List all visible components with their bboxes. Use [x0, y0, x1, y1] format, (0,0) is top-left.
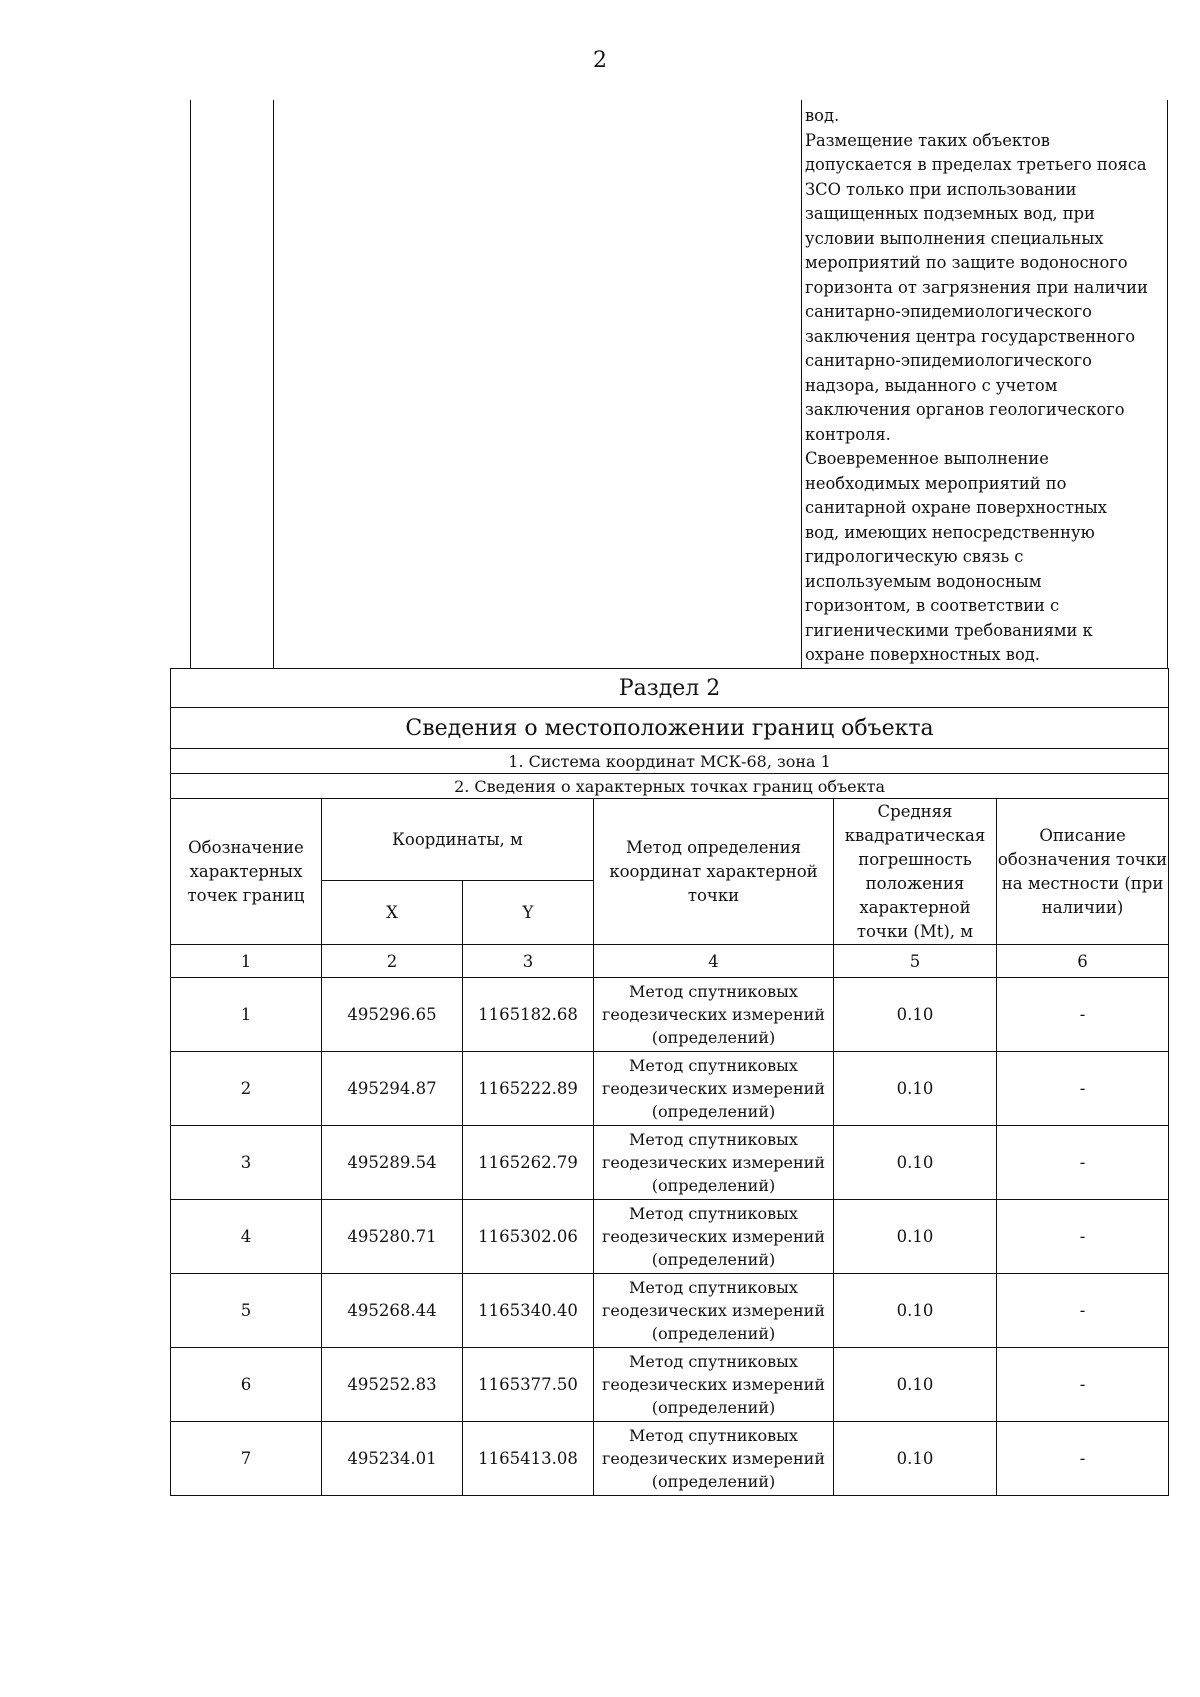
continued-table-fragment — [190, 100, 1168, 668]
description-cell: - — [997, 1126, 1169, 1200]
x-coordinate-cell: 495280.71 — [322, 1200, 463, 1274]
error-cell: 0.10 — [834, 1274, 997, 1348]
description-cell: - — [997, 1200, 1169, 1274]
y-coordinate-cell: 1165222.89 — [463, 1052, 594, 1126]
error-cell: 0.10 — [834, 1126, 997, 1200]
text-line: санитарно-эпидемиологического — [805, 302, 1092, 321]
boundary-points-table — [170, 668, 1169, 1496]
header-method: Метод определения координат характерной точки — [594, 799, 834, 945]
text-line: Своевременное выполнение — [805, 449, 1049, 468]
text-line: необходимых мероприятий по — [805, 473, 1067, 493]
text-line: гигиеническими требованиями к — [805, 620, 1093, 640]
method-cell: Метод спутниковых геодезических измерений (определений) — [594, 1422, 834, 1496]
y-coordinate-cell: 1165340.40 — [463, 1274, 594, 1348]
text-line: Размещение таких объектов — [805, 130, 1050, 150]
description-cell: - — [997, 978, 1169, 1052]
text-line: условии выполнения специальных — [805, 228, 1104, 248]
description-cell: - — [997, 1348, 1169, 1422]
method-cell: Метод спутниковых геодезических измерений (определений) — [594, 1126, 834, 1200]
text-line: вод. — [805, 106, 840, 125]
coordinate-system-line: 1. Система координат МСК-68, зона 1 — [171, 749, 1169, 774]
text-line: охране поверхностных вод. — [805, 645, 1040, 664]
table-row — [171, 978, 1169, 1052]
y-coordinate-cell: 1165262.79 — [463, 1126, 594, 1200]
point-id-cell: 5 — [171, 1274, 322, 1348]
method-cell: Метод спутниковых геодезических измерений (определений) — [594, 978, 834, 1052]
text-line: надзора, выданного с учетом — [805, 375, 1058, 395]
point-id-cell: 1 — [171, 978, 322, 1052]
method-cell: Метод спутниковых геодезических измерений (определений) — [594, 1348, 834, 1422]
error-cell: 0.10 — [834, 1200, 997, 1274]
column-number: 5 — [834, 945, 997, 978]
text-line: защищенных подземных вод, при — [805, 204, 1095, 223]
x-coordinate-cell: 495289.54 — [322, 1126, 463, 1200]
x-coordinate-cell: 495234.01 — [322, 1422, 463, 1496]
table-row — [171, 1274, 1169, 1348]
header-coordinates: Координаты, м — [322, 799, 594, 881]
column-number: 1 — [171, 945, 322, 978]
column-number: 2 — [322, 945, 463, 978]
point-id-cell: 6 — [171, 1348, 322, 1422]
page-number: 2 — [593, 48, 607, 73]
text-line: мероприятий по защите водоносного — [805, 253, 1128, 272]
y-coordinate-cell: 1165182.68 — [463, 978, 594, 1052]
error-cell: 0.10 — [834, 1422, 997, 1496]
text-line: используемым водоносным — [805, 571, 1042, 591]
point-id-cell: 3 — [171, 1126, 322, 1200]
point-id-cell: 2 — [171, 1052, 322, 1126]
text-line: гидрологическую связь с — [805, 547, 1024, 566]
description-cell: - — [997, 1052, 1169, 1126]
header-error: Средняя квадратическая погрешность положения характерной точки (Mt), м — [834, 799, 997, 945]
text-line: санитарно-эпидемиологического — [805, 351, 1092, 370]
table-row — [171, 1052, 1169, 1126]
x-coordinate-cell: 495268.44 — [322, 1274, 463, 1348]
point-id-cell: 7 — [171, 1422, 322, 1496]
section-subtitle: Сведения о местоположении границ объекта — [171, 708, 1169, 749]
method-cell: Метод спутниковых геодезических измерений (определений) — [594, 1274, 834, 1348]
x-coordinate-cell: 495294.87 — [322, 1052, 463, 1126]
text-line: вод, имеющих непосредственную — [805, 522, 1095, 542]
column-number: 4 — [594, 945, 834, 978]
header-x: X — [322, 881, 463, 945]
description-cell: - — [997, 1274, 1169, 1348]
description-cell: - — [997, 1422, 1169, 1496]
table-row — [171, 1422, 1169, 1496]
x-coordinate-cell: 495252.83 — [322, 1348, 463, 1422]
text-line: контроля. — [805, 424, 891, 444]
point-id-cell: 4 — [171, 1200, 322, 1274]
text-line: заключения органов геологического — [805, 400, 1125, 419]
method-cell: Метод спутниковых геодезических измерений (определений) — [594, 1200, 834, 1274]
error-cell: 0.10 — [834, 1348, 997, 1422]
text-line: санитарной охране поверхностных — [805, 498, 1107, 517]
column-number: 3 — [463, 945, 594, 978]
text-line: заключения центра государственного — [805, 326, 1136, 346]
section-title: Раздел 2 — [171, 669, 1169, 708]
column-divider — [801, 100, 802, 668]
text-line: горизонта от загрязнения при наличии — [805, 277, 1148, 297]
header-y: Y — [463, 881, 594, 945]
regulation-text — [805, 104, 1165, 668]
y-coordinate-cell: 1165302.06 — [463, 1200, 594, 1274]
header-description: Описание обозначения точки на местности (при наличии) — [997, 799, 1169, 945]
error-cell: 0.10 — [834, 1052, 997, 1126]
table-row — [171, 1348, 1169, 1422]
y-coordinate-cell: 1165377.50 — [463, 1348, 594, 1422]
table-row — [171, 1200, 1169, 1274]
x-coordinate-cell: 495296.65 — [322, 978, 463, 1052]
header-point: Обозначение характерных точек границ — [171, 799, 322, 945]
boundary-points-info-line: 2. Сведения о характерных точках границ объекта — [171, 774, 1169, 799]
text-line: горизонтом, в соответствии с — [805, 596, 1060, 615]
y-coordinate-cell: 1165413.08 — [463, 1422, 594, 1496]
table-row — [171, 1126, 1169, 1200]
text-line: допускается в пределах третьего пояса — [805, 155, 1147, 174]
column-divider — [273, 100, 274, 668]
text-line: ЗСО только при использовании — [805, 179, 1077, 199]
error-cell: 0.10 — [834, 978, 997, 1052]
method-cell: Метод спутниковых геодезических измерений (определений) — [594, 1052, 834, 1126]
column-number: 6 — [997, 945, 1169, 978]
